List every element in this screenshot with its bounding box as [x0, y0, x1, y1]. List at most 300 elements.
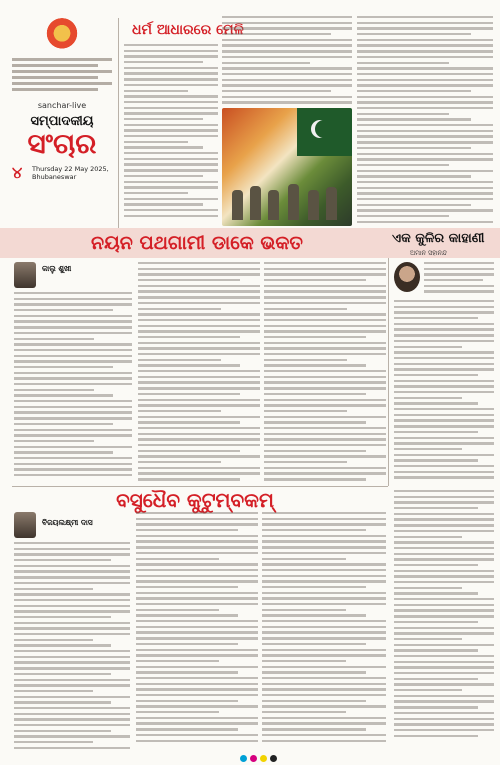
text-line [262, 666, 386, 668]
text-line [136, 620, 258, 622]
text-line [14, 576, 130, 578]
second-feature-headline: ବସୁଧୈବ କୁଟୁମ୍ବକମ୍ [116, 488, 274, 512]
text-line [124, 72, 218, 74]
text-line [138, 336, 240, 338]
text-line [222, 62, 310, 64]
text-line [14, 707, 130, 709]
text-line [262, 734, 386, 736]
text-line [394, 644, 494, 646]
text-line [264, 450, 366, 452]
text-line [138, 467, 260, 469]
text-line [14, 349, 132, 351]
text-line [14, 315, 132, 317]
text-line [14, 394, 113, 396]
text-line [262, 540, 386, 542]
author-photo [14, 262, 36, 288]
text-line [394, 718, 494, 720]
text-line [14, 701, 111, 703]
text-line [14, 644, 111, 646]
text-line [394, 317, 478, 319]
text-line [124, 55, 218, 57]
text-line [222, 73, 352, 75]
text-line [262, 631, 386, 633]
text-line [394, 575, 494, 577]
text-line [124, 163, 218, 165]
text-line [14, 679, 130, 681]
text-line [14, 747, 130, 749]
text-line [394, 615, 494, 617]
text-line [136, 575, 258, 577]
text-line [136, 535, 258, 537]
text-line [424, 262, 494, 264]
text-line [14, 559, 111, 561]
text-line [14, 474, 132, 476]
text-line [394, 609, 494, 611]
text-line [394, 380, 494, 382]
text-line [124, 67, 218, 69]
text-line [14, 650, 130, 652]
text-line [124, 186, 218, 188]
text-line [136, 512, 258, 514]
text-line [138, 416, 260, 418]
text-line [394, 700, 494, 702]
text-line [264, 421, 366, 423]
text-line [264, 381, 386, 383]
text-line [138, 325, 260, 327]
text-line [394, 627, 494, 629]
text-line [262, 694, 386, 696]
text-line [14, 588, 93, 590]
text-line [264, 404, 386, 406]
text-line [394, 431, 478, 433]
text-line [264, 330, 386, 332]
text-line [262, 700, 366, 702]
text-line [14, 610, 130, 612]
text-line [138, 450, 240, 452]
text-line [136, 631, 258, 633]
text-line [357, 164, 449, 166]
text-line [14, 605, 130, 607]
text-line [222, 79, 352, 81]
text-line [124, 203, 203, 205]
text-line [136, 688, 258, 690]
text-line [357, 56, 493, 58]
text-line [394, 649, 478, 651]
text-line [124, 215, 218, 217]
text-line [14, 582, 130, 584]
masthead [12, 18, 112, 183]
text-line [394, 363, 494, 365]
text-line [357, 90, 471, 92]
top-article-column-1 [124, 44, 218, 220]
text-line [14, 355, 132, 357]
text-line [124, 84, 218, 86]
text-line [394, 471, 494, 473]
text-line [357, 170, 493, 172]
text-line [394, 592, 478, 594]
text-line [264, 319, 386, 321]
text-line [394, 476, 494, 478]
text-line [394, 587, 462, 589]
text-line [138, 273, 260, 275]
text-line [138, 290, 260, 292]
text-line [14, 389, 94, 391]
side-author-photo [394, 262, 420, 292]
text-line [124, 209, 218, 211]
text-line [14, 599, 130, 601]
side-story-author: ଅମାନ ସହାନନ୍ଦ [410, 249, 447, 257]
side-story-column [394, 300, 494, 482]
text-line [14, 593, 130, 595]
text-line [14, 332, 132, 334]
text-line [394, 695, 494, 697]
text-line [357, 124, 493, 126]
text-line [136, 728, 238, 730]
text-line [394, 553, 494, 555]
sun-logo-icon [42, 18, 82, 52]
second-feature-column-1 [14, 542, 130, 752]
text-line [264, 347, 386, 349]
text-line [264, 444, 386, 446]
text-line [394, 490, 494, 492]
text-line [394, 340, 494, 342]
text-line [264, 302, 386, 304]
text-line [14, 326, 132, 328]
text-line [124, 112, 218, 114]
text-line [14, 406, 132, 408]
text-line [394, 328, 494, 330]
text-line [264, 376, 386, 378]
text-line [357, 181, 493, 183]
text-line [394, 496, 494, 498]
text-line [262, 683, 386, 685]
text-line [14, 463, 132, 465]
text-line [136, 740, 258, 742]
text-line [394, 536, 462, 538]
text-line [357, 175, 471, 177]
column-divider [388, 258, 389, 486]
text-line [394, 437, 494, 439]
text-line [14, 298, 132, 300]
text-line [394, 459, 478, 461]
text-line [14, 372, 132, 374]
text-line [138, 370, 260, 372]
text-line [14, 690, 93, 692]
top-article-column-2 [222, 16, 352, 107]
text-line [357, 84, 493, 86]
text-line [14, 423, 113, 425]
text-line [262, 620, 386, 622]
text-line [262, 722, 386, 724]
text-line [264, 399, 386, 401]
text-line [222, 101, 352, 103]
site-name: sanchar-live [37, 101, 87, 110]
text-line [124, 146, 203, 148]
text-line [124, 90, 188, 92]
text-line [357, 62, 449, 64]
text-line [14, 696, 130, 698]
text-line [14, 548, 130, 550]
text-line [262, 671, 366, 673]
text-line [262, 660, 346, 662]
text-line [262, 643, 366, 645]
text-line [138, 342, 260, 344]
text-line [262, 546, 386, 548]
text-line [264, 427, 386, 429]
text-line [262, 614, 366, 616]
text-line [14, 639, 93, 641]
text-line [14, 684, 130, 686]
brand-main: ସଂଚାର [27, 127, 97, 160]
text-line [262, 717, 386, 719]
text-line [222, 90, 331, 92]
text-line [264, 296, 386, 298]
text-line [14, 400, 132, 402]
text-line [14, 673, 111, 675]
text-line [14, 718, 130, 720]
text-line [262, 558, 346, 560]
text-line [394, 683, 494, 685]
masthead-tagline [12, 58, 112, 91]
text-line [124, 118, 203, 120]
text-line [138, 279, 240, 281]
text-line [14, 417, 132, 419]
side-story-column-continued [394, 490, 494, 740]
text-line [394, 632, 494, 634]
text-line [136, 717, 258, 719]
text-line [136, 649, 258, 651]
text-line [394, 300, 494, 302]
text-line [357, 215, 449, 217]
text-line [14, 292, 132, 294]
text-line [394, 661, 494, 663]
text-line [138, 347, 260, 349]
text-line [138, 478, 240, 480]
text-line [262, 609, 346, 611]
text-line [14, 451, 113, 453]
text-line [262, 705, 386, 707]
text-line [222, 50, 352, 52]
text-line [394, 507, 478, 509]
text-line [357, 44, 493, 46]
text-line [14, 667, 130, 669]
text-line [14, 411, 132, 413]
text-line [264, 393, 366, 395]
text-line [394, 712, 494, 714]
text-line [14, 429, 132, 431]
text-line [357, 101, 493, 103]
text-line [394, 402, 478, 404]
text-line [138, 313, 260, 315]
text-line [357, 16, 493, 18]
text-line [264, 325, 386, 327]
text-line [357, 79, 493, 81]
text-line [124, 107, 218, 109]
text-line [394, 351, 494, 353]
text-line [136, 558, 219, 560]
text-line [394, 397, 462, 399]
text-line [394, 530, 494, 532]
text-line [124, 101, 218, 103]
text-line [424, 273, 494, 275]
text-line [357, 204, 471, 206]
page-meta [12, 163, 112, 183]
text-line [264, 279, 366, 281]
text-line [136, 683, 258, 685]
feature-headline: ନୟନ ପଥଗାମୀ ଡାକେ ଭକତ [91, 232, 303, 254]
text-line [136, 546, 258, 548]
feature-column-2 [138, 262, 260, 484]
text-line [262, 677, 386, 679]
text-line [394, 541, 494, 543]
text-line [394, 729, 494, 731]
text-line [14, 616, 111, 618]
text-line [136, 603, 258, 605]
text-line [136, 666, 258, 668]
text-line [222, 84, 352, 86]
text-line [14, 360, 132, 362]
text-line [264, 353, 386, 355]
text-line [394, 419, 494, 421]
text-line [124, 169, 218, 171]
text-line [262, 552, 386, 554]
text-line [138, 308, 221, 310]
text-line [14, 633, 130, 635]
text-line [136, 540, 258, 542]
text-line [14, 661, 130, 663]
text-line [222, 39, 352, 41]
text-line [136, 586, 238, 588]
text-line [138, 364, 240, 366]
text-line [357, 39, 493, 41]
text-line [124, 135, 218, 137]
text-line [357, 27, 493, 29]
text-line [124, 129, 218, 131]
text-line [262, 563, 386, 565]
text-line [138, 438, 260, 440]
text-line [222, 16, 352, 18]
text-line [264, 268, 386, 270]
text-line [14, 303, 132, 305]
text-line [394, 501, 494, 503]
text-line [138, 353, 260, 355]
text-line [124, 141, 188, 143]
text-line [394, 408, 494, 410]
text-line [124, 192, 188, 194]
text-line [394, 621, 478, 623]
text-line [394, 513, 494, 515]
text-line [424, 290, 494, 292]
text-line [264, 308, 347, 310]
text-line [264, 313, 386, 315]
text-line [357, 33, 471, 35]
text-line [138, 410, 221, 412]
text-line [136, 552, 258, 554]
city: Bhubaneswar [32, 173, 77, 181]
text-line [14, 627, 130, 629]
text-line [136, 580, 258, 582]
text-line [264, 387, 386, 389]
text-line [357, 135, 493, 137]
text-line [138, 433, 260, 435]
text-line [264, 433, 386, 435]
text-line [136, 734, 258, 736]
text-line [262, 688, 386, 690]
text-line [264, 467, 386, 469]
text-line [394, 678, 478, 680]
text-line [14, 377, 132, 379]
text-line [264, 364, 366, 366]
text-line [357, 209, 493, 211]
side-story-column-top [424, 262, 494, 296]
top-article-title: ଧର୍ମ ଆଧାରରେ ମେଳି [132, 22, 244, 38]
text-line [14, 724, 130, 726]
text-line [124, 95, 218, 97]
text-line [14, 320, 132, 322]
text-line [264, 290, 386, 292]
text-line [394, 666, 494, 668]
text-line [394, 723, 494, 725]
text-line [138, 421, 240, 423]
text-line [124, 175, 203, 177]
text-line [138, 461, 221, 463]
text-line [394, 306, 494, 308]
date-line: Thursday 22 May 2025, [32, 165, 109, 173]
text-line [14, 570, 130, 572]
text-line [394, 655, 494, 657]
text-line [394, 448, 462, 450]
text-line [394, 735, 478, 737]
text-line [357, 96, 493, 98]
text-line [394, 414, 494, 416]
text-line [394, 570, 494, 572]
text-line [136, 529, 238, 531]
text-line [394, 442, 494, 444]
text-line [14, 735, 130, 737]
text-line [264, 455, 386, 457]
text-line [136, 626, 258, 628]
text-line [136, 609, 219, 611]
brand-top: ସମ୍ପାଦକୀୟ [30, 114, 94, 129]
text-line [394, 547, 494, 549]
text-line [264, 410, 347, 412]
text-line [138, 285, 260, 287]
text-line [262, 603, 386, 605]
text-line [14, 468, 132, 470]
text-line [357, 153, 493, 155]
text-line [357, 187, 493, 189]
text-line [264, 273, 386, 275]
feature-author: କାଲୁ ଶୁଖୀ [42, 264, 72, 273]
text-line [14, 457, 132, 459]
second-author-photo [14, 512, 36, 538]
text-line [262, 740, 386, 742]
text-line [264, 342, 386, 344]
text-line [14, 622, 130, 624]
feature-column-1 [14, 292, 132, 480]
text-line [357, 158, 493, 160]
text-line [357, 141, 493, 143]
text-line [14, 553, 130, 555]
text-line [124, 198, 218, 200]
text-line [264, 478, 366, 480]
text-line [357, 147, 471, 149]
text-line [124, 50, 218, 52]
text-line [394, 323, 494, 325]
text-line [262, 649, 386, 651]
text-line [14, 446, 132, 448]
text-line [138, 376, 260, 378]
